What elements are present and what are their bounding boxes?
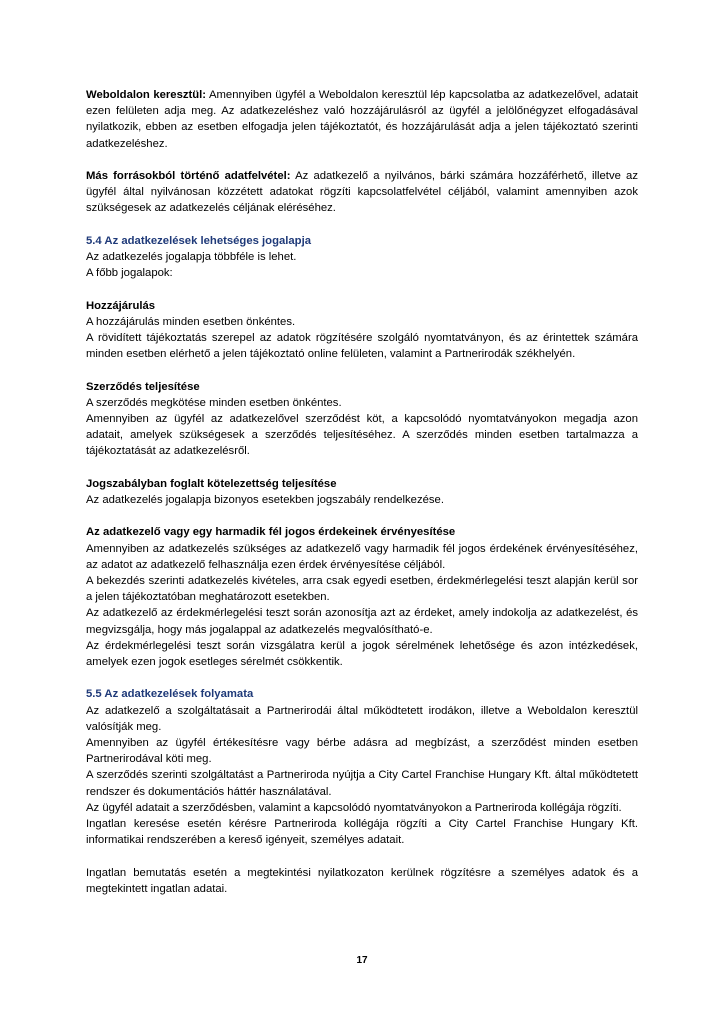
document-body [86, 87, 638, 897]
text-paragraph: A szerződés szerinti szolgáltatást a Partneriroda nyújtja a City Cartel Franchise Hungary Kft. által működtetett rendszer és dokumentációs háttér használatával. [86, 769, 638, 798]
text-line: A szerződés megkötése minden esetben önkéntes. [86, 396, 342, 409]
paragraph-text: Amennyiben ügyfél a Weboldalon keresztül lép kapcsolatba az adatkezelővel, adatait ezen felületen adja meg. Az adatkezeléshez való hozzájárulásról az ügyfél a jelölőnégyzet elfogadásával nyilatkozik, ebben az esetben elfogadja jelen tájékoztatót, és hozzájárulását adja a jelen tájékoztató szerinti adatkezeléshez. [86, 89, 639, 150]
paragraph-text: Az adatkezelő a nyilvános, bárki számára hozzáférhető, illetve az ügyfél által nyilvánosan közzétett adatokat rögzíti kapcsolatfelvétel céljából, valamint amennyiben azok szükségesek az adatkezelés céljának eléréséhez. [86, 170, 638, 215]
subheading-consent: Hozzájárulás [86, 299, 156, 312]
text-line: Az adatkezelés jogalapja többféle is lehet. [86, 251, 297, 263]
text-paragraph: Amennyiben az ügyfél értékesítésre vagy bérbe adásra ad megbízást, a szerződést minden esetben Partnerirodával köti meg. [86, 737, 638, 766]
text-paragraph: Ingatlan keresése esetén kérésre Partneriroda kollégája rögzíti a City Cartel Franchise Hungary Kft. informatikai rendszerében a kereső igényeit, személyes adatait. [86, 818, 638, 847]
text-paragraph: Az érdekmérlegelési teszt során vizsgálatra kerül a jogok sérelmének lehetősége és azon intézkedések, amelyek ezen jogok esetleges sérelmét csökkentik. [86, 639, 638, 669]
text-paragraph: Ingatlan bemutatás esetén a megtekintési nyilatkozaton kerülnek rögzítésre a személyes adatok és a megtekintett ingatlan adatai. [86, 866, 638, 895]
text-paragraph: Az adatkezelő a szolgáltatásait a Partnerirodái által működtetett irodákon, illetve a Weboldalon keresztül valósítják meg. [86, 704, 638, 733]
paragraph-other-sources [86, 168, 638, 217]
section-heading-5-5: 5.5 Az adatkezelések folyamata [86, 688, 254, 701]
paragraph-lead: Weboldalon keresztül: [86, 89, 207, 101]
text-paragraph: Amennyiben az ügyfél az adatkezelővel szerződést köt, a kapcsolódó nyomtatványokon megadja azon adatait, amelyek szükségesek a szerződés teljesítéséhez. A szerződés minden esetben tartalmazza a tájékoztatását az adatkezelésről. [86, 413, 638, 458]
subheading-legal-obligation: Jogszabályban foglalt kötelezettség teljesítése [86, 477, 337, 490]
section-heading-5-4: 5.4 Az adatkezelések lehetséges jogalapja [86, 234, 312, 247]
paragraph-lead: Más forrásokból történő adatfelvétel: [86, 170, 291, 182]
text-paragraph: A bekezdés szerinti adatkezelés kivételes, arra csak egyedi esetben, érdekmérlegelési teszt alapján kerül sor a jelen tájékoztatóban meghatározott esetekben. [86, 575, 638, 604]
text-line: A főbb jogalapok: [86, 267, 173, 280]
text-line: A hozzájárulás minden esetben önkéntes. [86, 315, 296, 328]
text-paragraph: A rövidített tájékoztatás szerepel az adatok rögzítésére szolgáló nyomtatványon, és az érintettek számára minden esetben elérhető a jelen tájékoztató online felületen, valamint a Partnerirodák székhelyén. [86, 332, 638, 361]
text-line: Az adatkezelés jogalapja bizonyos esetekben jogszabály rendelkezése. [86, 494, 444, 506]
paragraph-website [86, 87, 638, 152]
subheading-legitimate-interest: Az adatkezelő vagy egy harmadik fél jogos érdekeinek érvényesítése [86, 526, 456, 539]
text-paragraph: Az adatkezelő az érdekmérlegelési teszt során azonosítja azt az érdeket, amely indokolja az adatkezelést, és megvizsgálja, hogy más jogalappal az adatkezelés megvalósítható-e. [86, 607, 638, 636]
text-paragraph: Amennyiben az adatkezelés szükséges az adatkezelő vagy harmadik fél jogos érdekének érvényesítéséhez, az adatot az adatkezelő felhasználja ezen érdek érvényesítése céljából. [86, 542, 638, 571]
text-paragraph: Az ügyfél adatait a szerződésben, valamint a kapcsolódó nyomtatványokon a Partneriroda kollégája rögzíti. [86, 801, 622, 814]
subheading-contract: Szerződés teljesítése [86, 380, 200, 393]
page-number: 17 [356, 955, 368, 966]
